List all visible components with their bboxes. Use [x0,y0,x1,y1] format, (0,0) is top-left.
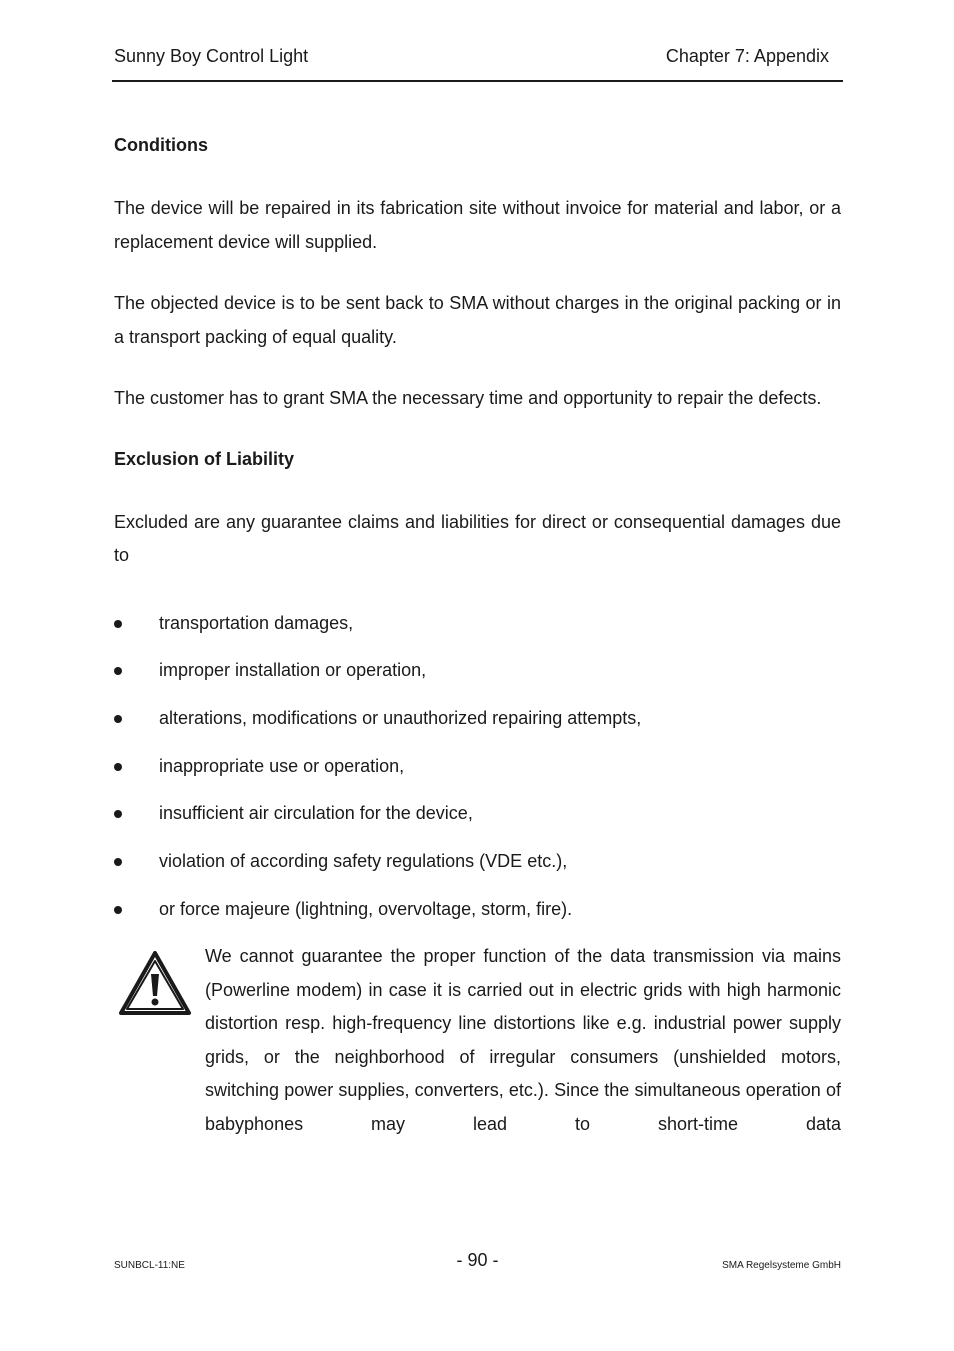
bullet-icon [114,906,122,914]
conditions-paragraph-2: The objected device is to be sent back to SMA without charges in the original packing or in a transport packing of equal quality. [114,293,841,347]
header-document-title: Sunny Boy Control Light [114,46,309,66]
bullet-icon [114,858,122,866]
conditions-heading: Conditions [114,135,208,155]
liability-intro: Excluded are any guarantee claims and liabilities for direct or consequential damages due to [114,511,841,565]
warning-triangle-icon [118,950,192,1016]
list-item [114,845,841,893]
liability-heading: Exclusion of Liability [114,448,295,469]
header-chapter-title: Chapter 7: Appendix [665,46,829,66]
warning-block [114,940,841,1141]
list-item-text: or force majeure (lightning, overvoltage, storm, fire). [159,898,573,919]
list-item-text: improper installation or operation, [159,660,427,681]
conditions-paragraph-1: The device will be repaired in its fabrication site without invoice for material and labor, or a replacement device will supplied. [114,198,841,252]
bullet-icon [114,620,122,628]
list-item-text: alterations, modifications or unauthorized repairing attempts, [159,707,642,728]
list-item-text: violation of according safety regulations (VDE etc.), [159,850,568,871]
list-item [114,702,841,750]
page-content [114,130,841,1141]
footer-company: SMA Regelsysteme GmbH [722,1260,841,1271]
bullet-icon [114,715,122,723]
bullet-icon [114,667,122,675]
bullet-icon [114,810,122,818]
list-item [114,750,841,798]
page-header [112,40,843,82]
bullet-icon [114,763,122,771]
list-item-text: insufficient air circulation for the device, [159,803,473,824]
list-item [114,654,841,702]
list-item [114,797,841,845]
footer-document-code: SUNBCL-11:NE [114,1260,185,1271]
liability-list [114,607,841,941]
list-item-text: inappropriate use or operation, [159,755,405,776]
list-item [114,607,841,655]
list-item [114,893,841,941]
page-footer [114,1250,841,1280]
list-item-text: transportation damages, [159,612,354,633]
page-number: - 90 - [456,1250,499,1270]
conditions-paragraph-3: The customer has to grant SMA the necessary time and opportunity to repair the defects. [114,388,822,408]
warning-text: We cannot guarantee the proper function of the data transmission via mains (Powerline modem) in case it is carried out in electric grids with high harmonic distortion resp. high-frequency line distortions like e.g. industrial power supply grids, or the neighborhood of irregular consumers (unshielded motors, switching power supplies, converters, etc.). Since the simultaneous operation of babyphones may lead to short-time data [205,946,841,1134]
